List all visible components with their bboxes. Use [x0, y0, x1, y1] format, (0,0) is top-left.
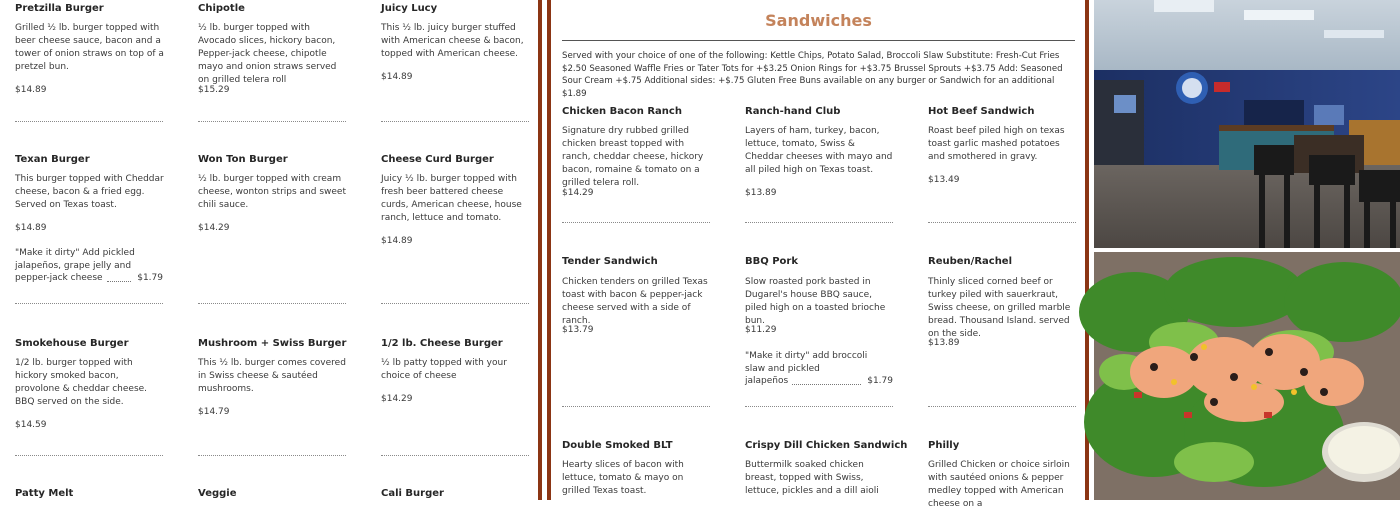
item-desc: Signature dry rubbed grilled chicken breast topped with ranch, cheddar cheese, hickory bacon, romaine & tomato on a grilled telera roll.	[562, 126, 704, 188]
divider	[381, 455, 529, 456]
item-name: Texan Burger	[15, 154, 90, 165]
addon-price: $1.79	[867, 376, 893, 386]
section-title: Sandwiches	[765, 11, 872, 30]
item-name: Smokehouse Burger	[15, 338, 129, 349]
bar-interior-image	[1094, 0, 1400, 248]
item-name: Reuben/Rachel	[928, 256, 1013, 267]
item-name: Mushroom + Swiss Burger	[198, 338, 347, 349]
title-rule	[562, 40, 1075, 41]
item-name: Juicy Lucy	[381, 3, 438, 14]
item-name: Philly	[928, 440, 960, 451]
item-name: Patty Melt	[15, 488, 74, 499]
addon-line: jalapeños, grape jelly and	[15, 260, 132, 271]
item-price: $14.89	[381, 236, 413, 246]
item-desc: This burger topped with Cheddar cheese, bacon & a fried egg. Served on Texas toast.	[15, 174, 164, 210]
item-name: Veggie	[198, 488, 237, 499]
item-desc: ½ lb. burger topped with Avocado slices, hickory bacon, Pepper-jack cheese, chipotle mayo and onion straws served on grilled telera roll	[198, 23, 337, 85]
divider	[381, 303, 529, 304]
item-name: Crispy Dill Chicken Sandwich	[745, 440, 908, 451]
item-desc: Chicken tenders on grilled Texas toast with bacon & pepper-jack cheese served with a side of ranch.	[562, 277, 708, 326]
item-desc: Hearty slices of bacon with lettuce, tomato & mayo on grilled Texas toast.	[562, 460, 684, 496]
divider	[198, 303, 346, 304]
salad-image	[1094, 252, 1400, 500]
item-desc: ½ lb. burger topped with cream cheese, wonton strips and sweet chili sauce.	[198, 174, 346, 210]
divider	[745, 222, 893, 223]
item-name: Double Smoked BLT	[562, 440, 673, 451]
item-price: $14.29	[198, 223, 230, 233]
item-price: $14.29	[562, 188, 594, 198]
item-desc: Thinly sliced corned beef or turkey piled with sauerkraut, Swiss cheese, on grilled marble bread. Thousand Island. served on the side.	[928, 277, 1071, 339]
salad-photo	[1094, 252, 1400, 500]
item-desc: ½ lb patty topped with your choice of cheese	[381, 358, 507, 381]
page-border	[538, 0, 542, 500]
item-price: $13.79	[562, 325, 594, 335]
divider	[928, 222, 1076, 223]
item-desc: This ½ lb. burger comes covered in Swiss cheese & sautéed mushrooms.	[198, 358, 346, 394]
item-name: Cali Burger	[381, 488, 444, 499]
item-desc: Slow roasted pork basted in Dugarel's house BBQ sauce, piled high on a toasted brioche bun.	[745, 277, 886, 326]
addon-price: $1.79	[137, 273, 163, 283]
item-name: Cheese Curd Burger	[381, 154, 494, 165]
item-name: BBQ Pork	[745, 256, 799, 267]
addon-line: slaw and pickled	[745, 363, 820, 374]
item-price: $14.29	[381, 394, 413, 404]
item-name: Chipotle	[198, 3, 245, 14]
divider	[562, 222, 710, 223]
bar-interior-photo	[1094, 0, 1400, 248]
item-name: Tender Sandwich	[562, 256, 658, 267]
page-border	[547, 0, 551, 500]
item-price: $14.89	[15, 85, 47, 95]
item-desc: 1/2 lb. burger topped with hickory smoked bacon, provolone & cheddar cheese. BBQ served on the side.	[15, 358, 148, 407]
item-name: 1/2 lb. Cheese Burger	[381, 338, 503, 349]
addon-line: "Make it dirty" Add pickled	[15, 248, 135, 258]
divider	[15, 455, 163, 456]
addon-line: "Make it dirty" add broccoli	[745, 351, 868, 361]
item-price: $13.89	[928, 338, 960, 348]
item-price: $13.89	[745, 188, 777, 198]
addon-line: pepper-jack cheese	[15, 273, 103, 283]
divider	[198, 455, 346, 456]
divider	[15, 303, 163, 304]
item-name: Pretzilla Burger	[15, 3, 104, 14]
section-intro: Served with your choice of one of the following: Kettle Chips, Potato Salad, Broccoli Slaw Substitute: Fresh-Cut Fries $2.50 Seasoned Waffle Fries or Tater Tots for +$3.25 Onion Rings for +$3.75 Brussel Sprouts +$3.75 Add: Seasoned Sour Cream +$.75 Additional sides: +$.75 Gluten Free Buns available on any burger or Sandwich for an additional $1.89	[562, 51, 1063, 99]
item-desc: Buttermilk soaked chicken breast, topped with Swiss, lettuce, pickles and a dill aioli	[745, 460, 879, 496]
item-desc: Grilled Chicken or choice sirloin with sautéed onions & pepper medley topped with American cheese on a	[928, 460, 1070, 509]
item-name: Won Ton Burger	[198, 154, 288, 165]
item-desc: Layers of ham, turkey, bacon, lettuce, tomato, Swiss & Cheddar cheeses with mayo and all piled high on Texas toast.	[745, 126, 893, 175]
divider	[562, 406, 710, 407]
item-price: $15.29	[198, 85, 230, 95]
divider	[15, 121, 163, 122]
addon-line: jalapeños	[745, 376, 789, 386]
divider	[198, 121, 346, 122]
item-price: $14.89	[15, 223, 47, 233]
item-name: Ranch-hand Club	[745, 106, 841, 117]
addon-note	[745, 350, 893, 388]
item-desc: This ½ lb. juicy burger stuffed with American cheese & bacon, topped with American cheese.	[381, 23, 524, 59]
item-name: Hot Beef Sandwich	[928, 106, 1035, 117]
addon-note	[15, 247, 163, 285]
item-desc: Juicy ½ lb. burger topped with fresh beer battered cheese curds, American cheese, house ranch, lettuce and tomato.	[381, 174, 522, 223]
item-name: Chicken Bacon Ranch	[562, 106, 682, 117]
item-desc: Grilled ½ lb. burger topped with beer cheese sauce, bacon and a tower of onion straws on top of a pretzel bun.	[15, 23, 164, 72]
item-price: $11.29	[745, 325, 777, 335]
item-price: $13.49	[928, 175, 960, 185]
item-price: $14.79	[198, 407, 230, 417]
divider	[928, 406, 1076, 407]
divider	[381, 121, 529, 122]
item-price: $14.59	[15, 420, 47, 430]
divider	[745, 406, 893, 407]
item-price: $14.89	[381, 72, 413, 82]
item-desc: Roast beef piled high on texas toast garlic mashed potatoes and smothered in gravy.	[928, 126, 1065, 162]
